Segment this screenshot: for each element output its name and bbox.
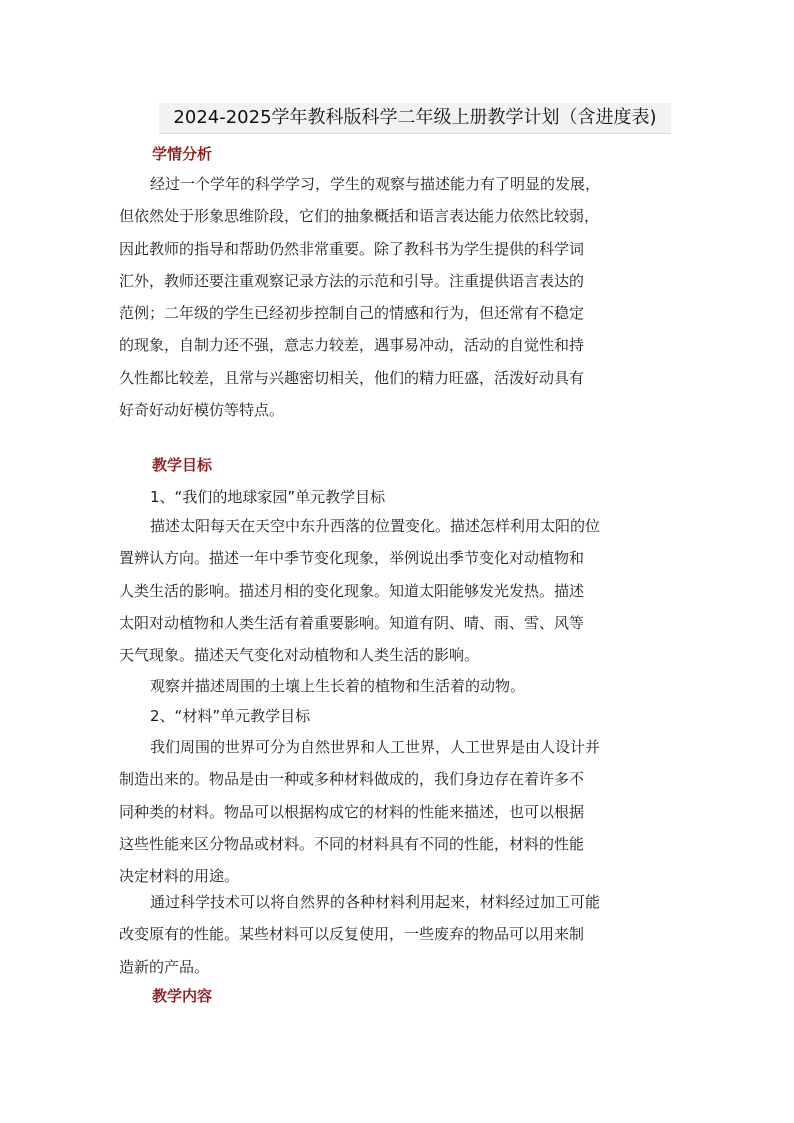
- text-line: 决定材料的用途。: [119, 867, 240, 886]
- text-line: 但依然处于形象思维阶段，它们的抽象概括和语言表达能力依然比较弱，: [119, 207, 600, 226]
- text-line: 太阳对动植物和人类生活有着重要影响。知道有阴、晴、雨、雪、风等: [119, 613, 585, 632]
- text-line: 汇外，教师还要注重观察记录方法的示范和引导。注重提供语言表达的: [119, 271, 585, 290]
- document-title: 2024-2025学年教科版科学二年级上册教学计划（含进度表): [173, 107, 657, 128]
- text-line: 久性都比较差，且常与兴趣密切相关，他们的精力旺盛，活泼好动具有: [119, 368, 585, 387]
- paragraph-unit2-a: [119, 731, 689, 892]
- text-line: 同种类的材料。物品可以根据构成它的材料的性能来描述，也可以根据: [119, 802, 585, 821]
- text-line: 这些性能来区分物品或材料。不同的材料具有不同的性能，材料的性能: [119, 834, 585, 853]
- text-line: 造新的产品。: [119, 957, 210, 976]
- unit1-title: 1、“我们的地球家园”单元教学目标: [150, 488, 386, 506]
- text-line: 描述太阳每天在天空中东升西落的位置变化。描述怎样利用太阳的位: [150, 517, 601, 535]
- text-line: 置辨认方向。描述一年中季节变化现象，举例说出季节变化对动植物和: [119, 549, 585, 568]
- text-line: 的现象，自制力还不强，意志力较差，遇事易冲动，活动的自觉性和持: [119, 336, 585, 355]
- text-line: 好奇好动好模仿等特点。: [119, 401, 285, 420]
- heading-content: 教学内容: [152, 987, 213, 1005]
- text-line: 因此教师的指导和帮助仍然非常重要。除了教科书为学生提供的科学词: [119, 239, 585, 258]
- text-line: 改变原有的性能。某些材料可以反复使用，一些废弃的物品可以用来制: [119, 925, 585, 944]
- paragraph-unit2-b: [119, 886, 689, 983]
- paragraph-analysis: [119, 168, 689, 426]
- title-banner: [159, 103, 671, 134]
- unit2-title: 2、“材料”单元教学目标: [150, 707, 311, 725]
- heading-analysis: 学情分析: [152, 145, 213, 163]
- text-line: 制造出来的。物品是由一种或多种材料做成的，我们身边存在着许多不: [119, 770, 585, 789]
- text-line: 天气现象。描述天气变化对动植物和人类生活的影响。: [119, 646, 480, 665]
- text-line: 观察并描述周围的土壤上生长着的植物和生活着的动物。: [150, 677, 526, 695]
- text-line: 人类生活的影响。描述月相的变化现象。知道太阳能够发光发热。描述: [119, 581, 585, 600]
- text-line: 我们周围的世界可分为自然世界和人工世界，人工世界是由人设计并: [150, 738, 601, 756]
- paragraph-unit1-b: [119, 670, 689, 702]
- text-line: 通过科学技术可以将自然界的各种材料利用起来，材料经过加工可能: [150, 893, 601, 911]
- text-line: 范例；二年级的学生已经初步控制自己的情感和行为，但还常有不稳定: [119, 304, 585, 323]
- paragraph-unit1-a: [119, 510, 689, 671]
- heading-goals: 教学目标: [152, 456, 213, 474]
- text-line: 经过一个学年的科学学习，学生的观察与描述能力有了明显的发展，: [150, 175, 601, 193]
